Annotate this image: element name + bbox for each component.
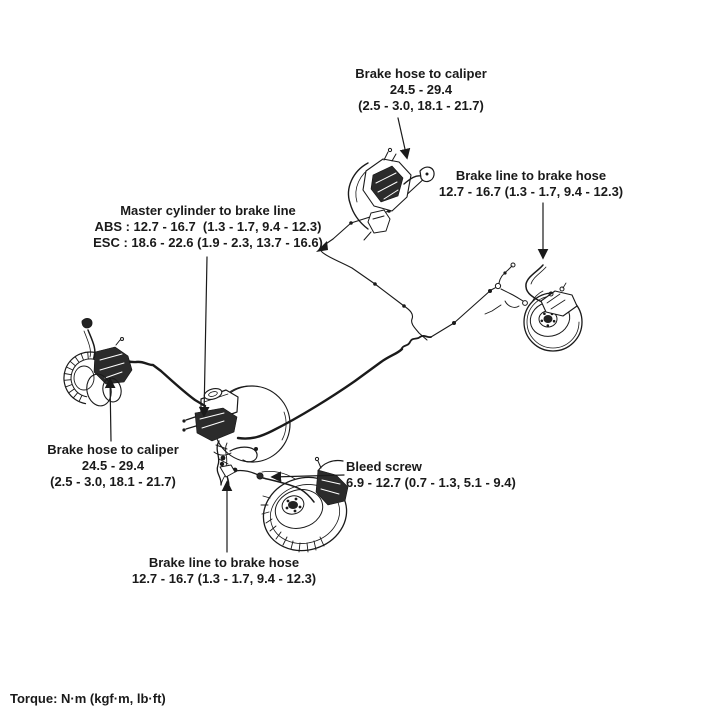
- front-caliper-top-drawing: [349, 148, 435, 240]
- annotation-brake-hose-to-caliper-top: [355, 66, 487, 114]
- annotation-brake-hose-to-caliper-left: [47, 442, 179, 490]
- annotation-title: Brake line to brake hose: [455, 168, 607, 183]
- annotation-torque-value: 12.7 - 16.7 (1.3 - 1.7, 9.4 - 12.3): [131, 571, 317, 586]
- annotation-esc-torque-value: ESC : 18.6 - 22.6 (1.9 - 2.3, 13.7 - 16.6): [93, 235, 323, 250]
- annotation-torque-value: 24.5 - 29.4: [81, 458, 145, 473]
- annotation-torque-value: 12.7 - 16.7 (1.3 - 1.7, 9.4 - 12.3): [438, 184, 624, 199]
- annotation-torque-value: 6.9 - 12.7 (0.7 - 1.3, 5.1 - 9.4): [346, 475, 516, 490]
- annotation-title: Brake line to brake hose: [148, 555, 300, 570]
- annotation-torque-alt-units: (2.5 - 3.0, 18.1 - 21.7): [358, 98, 484, 113]
- annotation-title: Brake hose to caliper: [355, 66, 487, 81]
- annotation-master-cylinder-to-brake-line: [93, 203, 323, 251]
- annotation-title: Brake hose to caliper: [47, 442, 179, 457]
- annotation-brake-line-to-brake-hose-rear: [439, 168, 623, 200]
- annotation-torque-value: 24.5 - 29.4: [389, 82, 453, 97]
- annotation-abs-torque-value: ABS : 12.7 - 16.7 (1.3 - 1.7, 9.4 - 12.3): [94, 219, 322, 234]
- front-disc-brake-drawing: [214, 445, 355, 560]
- torque-units-note: Torque: N·m (kgf·m, lb·ft): [10, 691, 166, 706]
- annotation-brake-line-to-brake-hose-front: [132, 555, 316, 587]
- annotation-torque-alt-units: (2.5 - 3.0, 18.1 - 21.7): [50, 474, 176, 489]
- front-caliper-left-drawing: [64, 318, 132, 408]
- rear-drum-brake-drawing: [524, 283, 582, 351]
- annotation-title: Master cylinder to brake line: [120, 203, 296, 218]
- annotation-bleed-screw: [346, 459, 516, 491]
- arrow-top-caliper: [398, 118, 407, 158]
- annotation-title: Bleed screw: [346, 459, 422, 474]
